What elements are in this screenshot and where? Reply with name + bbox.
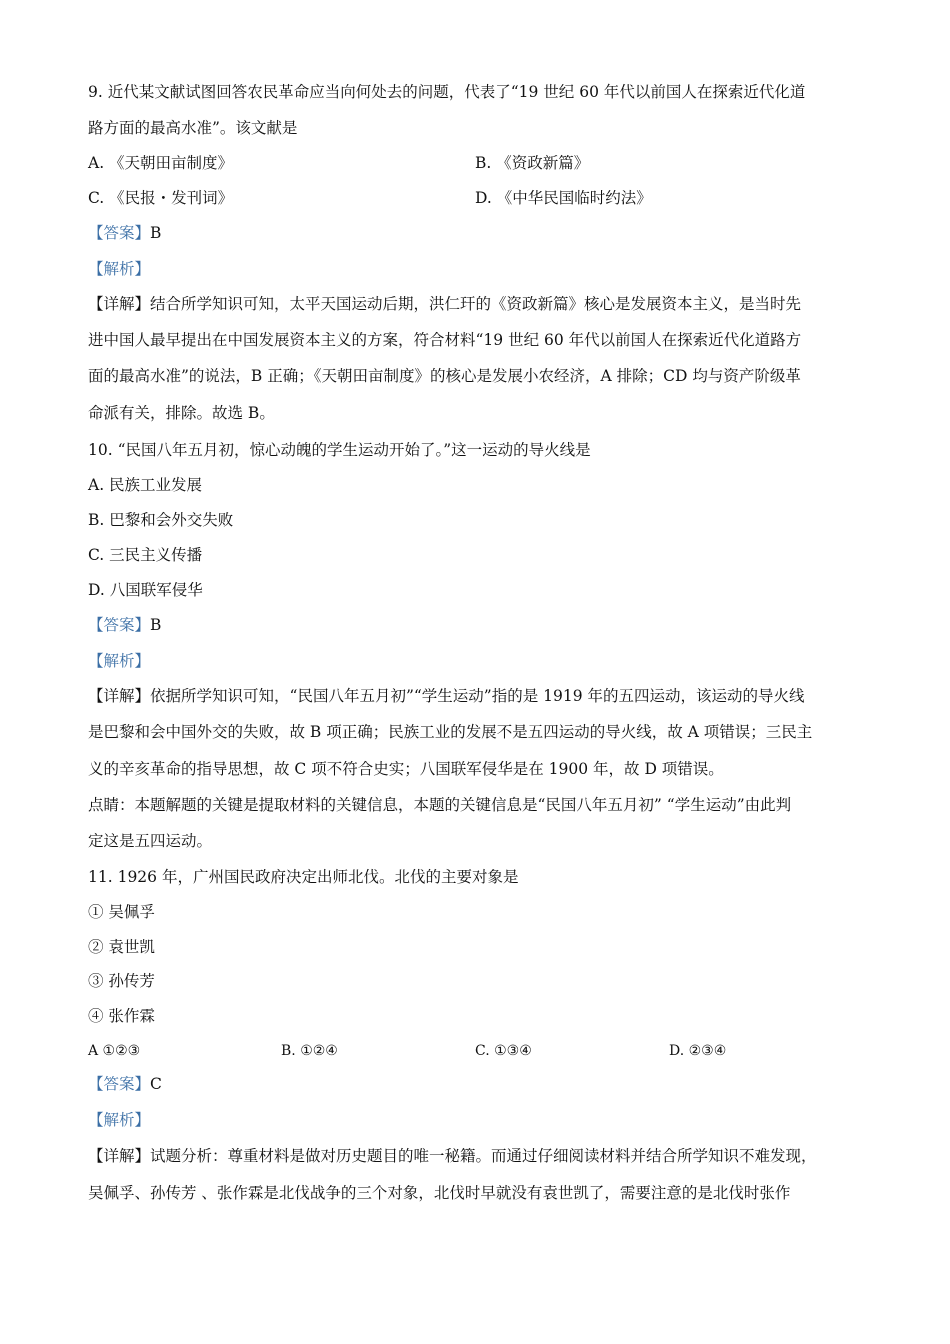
q11-option-a: A ①②③ xyxy=(88,1043,141,1059)
q10-note-line-2: 定这是五四运动。 xyxy=(88,832,213,850)
q9-detail-line-1 xyxy=(88,294,801,314)
q11-option-d: D. ②③④ xyxy=(669,1043,727,1059)
q10-note-line-1: 点睛：本题解题的关键是提取材料的关键信息，本题的关键信息是“民国八年五月初” “学生运动”由此判 xyxy=(88,796,792,814)
q10-option-a: A. 民族工业发展 xyxy=(88,476,203,494)
q9-option-c: C. 《民报・发刊词》 xyxy=(88,189,234,207)
q11-detail-line-2: 吴佩孚、孙传芳 、张作霖是北伐战争的三个对象，北伐时早就没有袁世凯了，需要注意的是北伐时张作 xyxy=(88,1184,791,1202)
detail-text: 结合所学知识可知，太平天国运动后期，洪仁玕的《资政新篇》核心是发展资本主义，是当时先 xyxy=(150,295,802,313)
q10-option-b: B. 巴黎和会外交失败 xyxy=(88,511,234,529)
answer-label: 【答案】 xyxy=(88,616,151,634)
answer-label: 【答案】 xyxy=(88,1075,151,1093)
q11-analysis-label: 【解析】 xyxy=(88,1111,151,1129)
q10-detail-line-3: 义的辛亥革命的指导思想，故 C 项不符合史实；八国联军侵华是在 1900 年，故 D 项错误。 xyxy=(88,760,724,778)
q11-answer xyxy=(88,1074,162,1094)
detail-text: 依据所学知识可知，“民国八年五月初”“学生运动”指的是 1919 年的五四运动，该运动的导火线 xyxy=(150,687,805,705)
q11-stem: 11. 1926 年，广州国民政府决定出师北伐。北伐的主要对象是 xyxy=(88,868,519,886)
q10-stem: 10. “民国八年五月初，惊心动魄的学生运动开始了。”这一运动的导火线是 xyxy=(88,441,591,459)
q9-detail-line-2: 进中国人最早提出在中国发展资本主义的方案，符合材料“19 世纪 60 年代以前国人在探索近代化道路方 xyxy=(88,331,802,349)
q10-option-c: C. 三民主义传播 xyxy=(88,546,203,564)
q9-analysis-label: 【解析】 xyxy=(88,260,151,278)
answer-value: C xyxy=(150,1075,162,1093)
q10-detail-line-1 xyxy=(88,686,805,706)
q11-item-3: ③ 孙传芳 xyxy=(88,972,155,990)
detail-label: 【详解】 xyxy=(88,1147,151,1165)
q11-item-4: ④ 张作霖 xyxy=(88,1007,155,1025)
q9-stem-line-1: 9. 近代某文献试图回答农民革命应当向何处去的问题，代表了“19 世纪 60 年代以前国人在探索近代化道 xyxy=(88,83,806,101)
q11-item-2: ② 袁世凯 xyxy=(88,938,155,956)
q9-option-d: D. 《中华民国临时约法》 xyxy=(475,189,652,207)
answer-label: 【答案】 xyxy=(88,224,151,242)
q10-detail-line-2: 是巴黎和会中国外交的失败，故 B 项正确；民族工业的发展不是五四运动的导火线，故 A 项错误；三民主 xyxy=(88,723,813,741)
answer-value: B xyxy=(150,224,162,242)
q10-analysis-label: 【解析】 xyxy=(88,652,151,670)
q9-detail-line-3: 面的最高水准”的说法，B 正确；《天朝田亩制度》的核心是发展小农经济，A 排除；CD 均与资产阶级革 xyxy=(88,367,801,385)
q9-option-a: A. 《天朝田亩制度》 xyxy=(88,154,234,172)
q11-item-1: ① 吴佩孚 xyxy=(88,903,155,921)
q10-answer xyxy=(88,615,161,635)
q10-option-d: D. 八国联军侵华 xyxy=(88,581,203,599)
q11-option-b: B. ①②④ xyxy=(281,1043,338,1059)
q9-detail-line-4: 命派有关，排除。故选 B。 xyxy=(88,404,275,422)
q11-detail-line-1 xyxy=(88,1146,817,1166)
detail-text: 试题分析：尊重材料是做对历史题目的唯一秘籍。而通过仔细阅读材料并结合所学知识不难发现， xyxy=(150,1147,817,1165)
detail-label: 【详解】 xyxy=(88,295,151,313)
detail-label: 【详解】 xyxy=(88,687,151,705)
q9-answer xyxy=(88,223,161,243)
q9-option-b: B. 《资政新篇》 xyxy=(475,154,590,172)
q9-stem-line-2: 路方面的最高水准”。该文献是 xyxy=(88,119,298,137)
answer-value: B xyxy=(150,616,162,634)
q11-option-c: C. ①③④ xyxy=(475,1043,532,1059)
